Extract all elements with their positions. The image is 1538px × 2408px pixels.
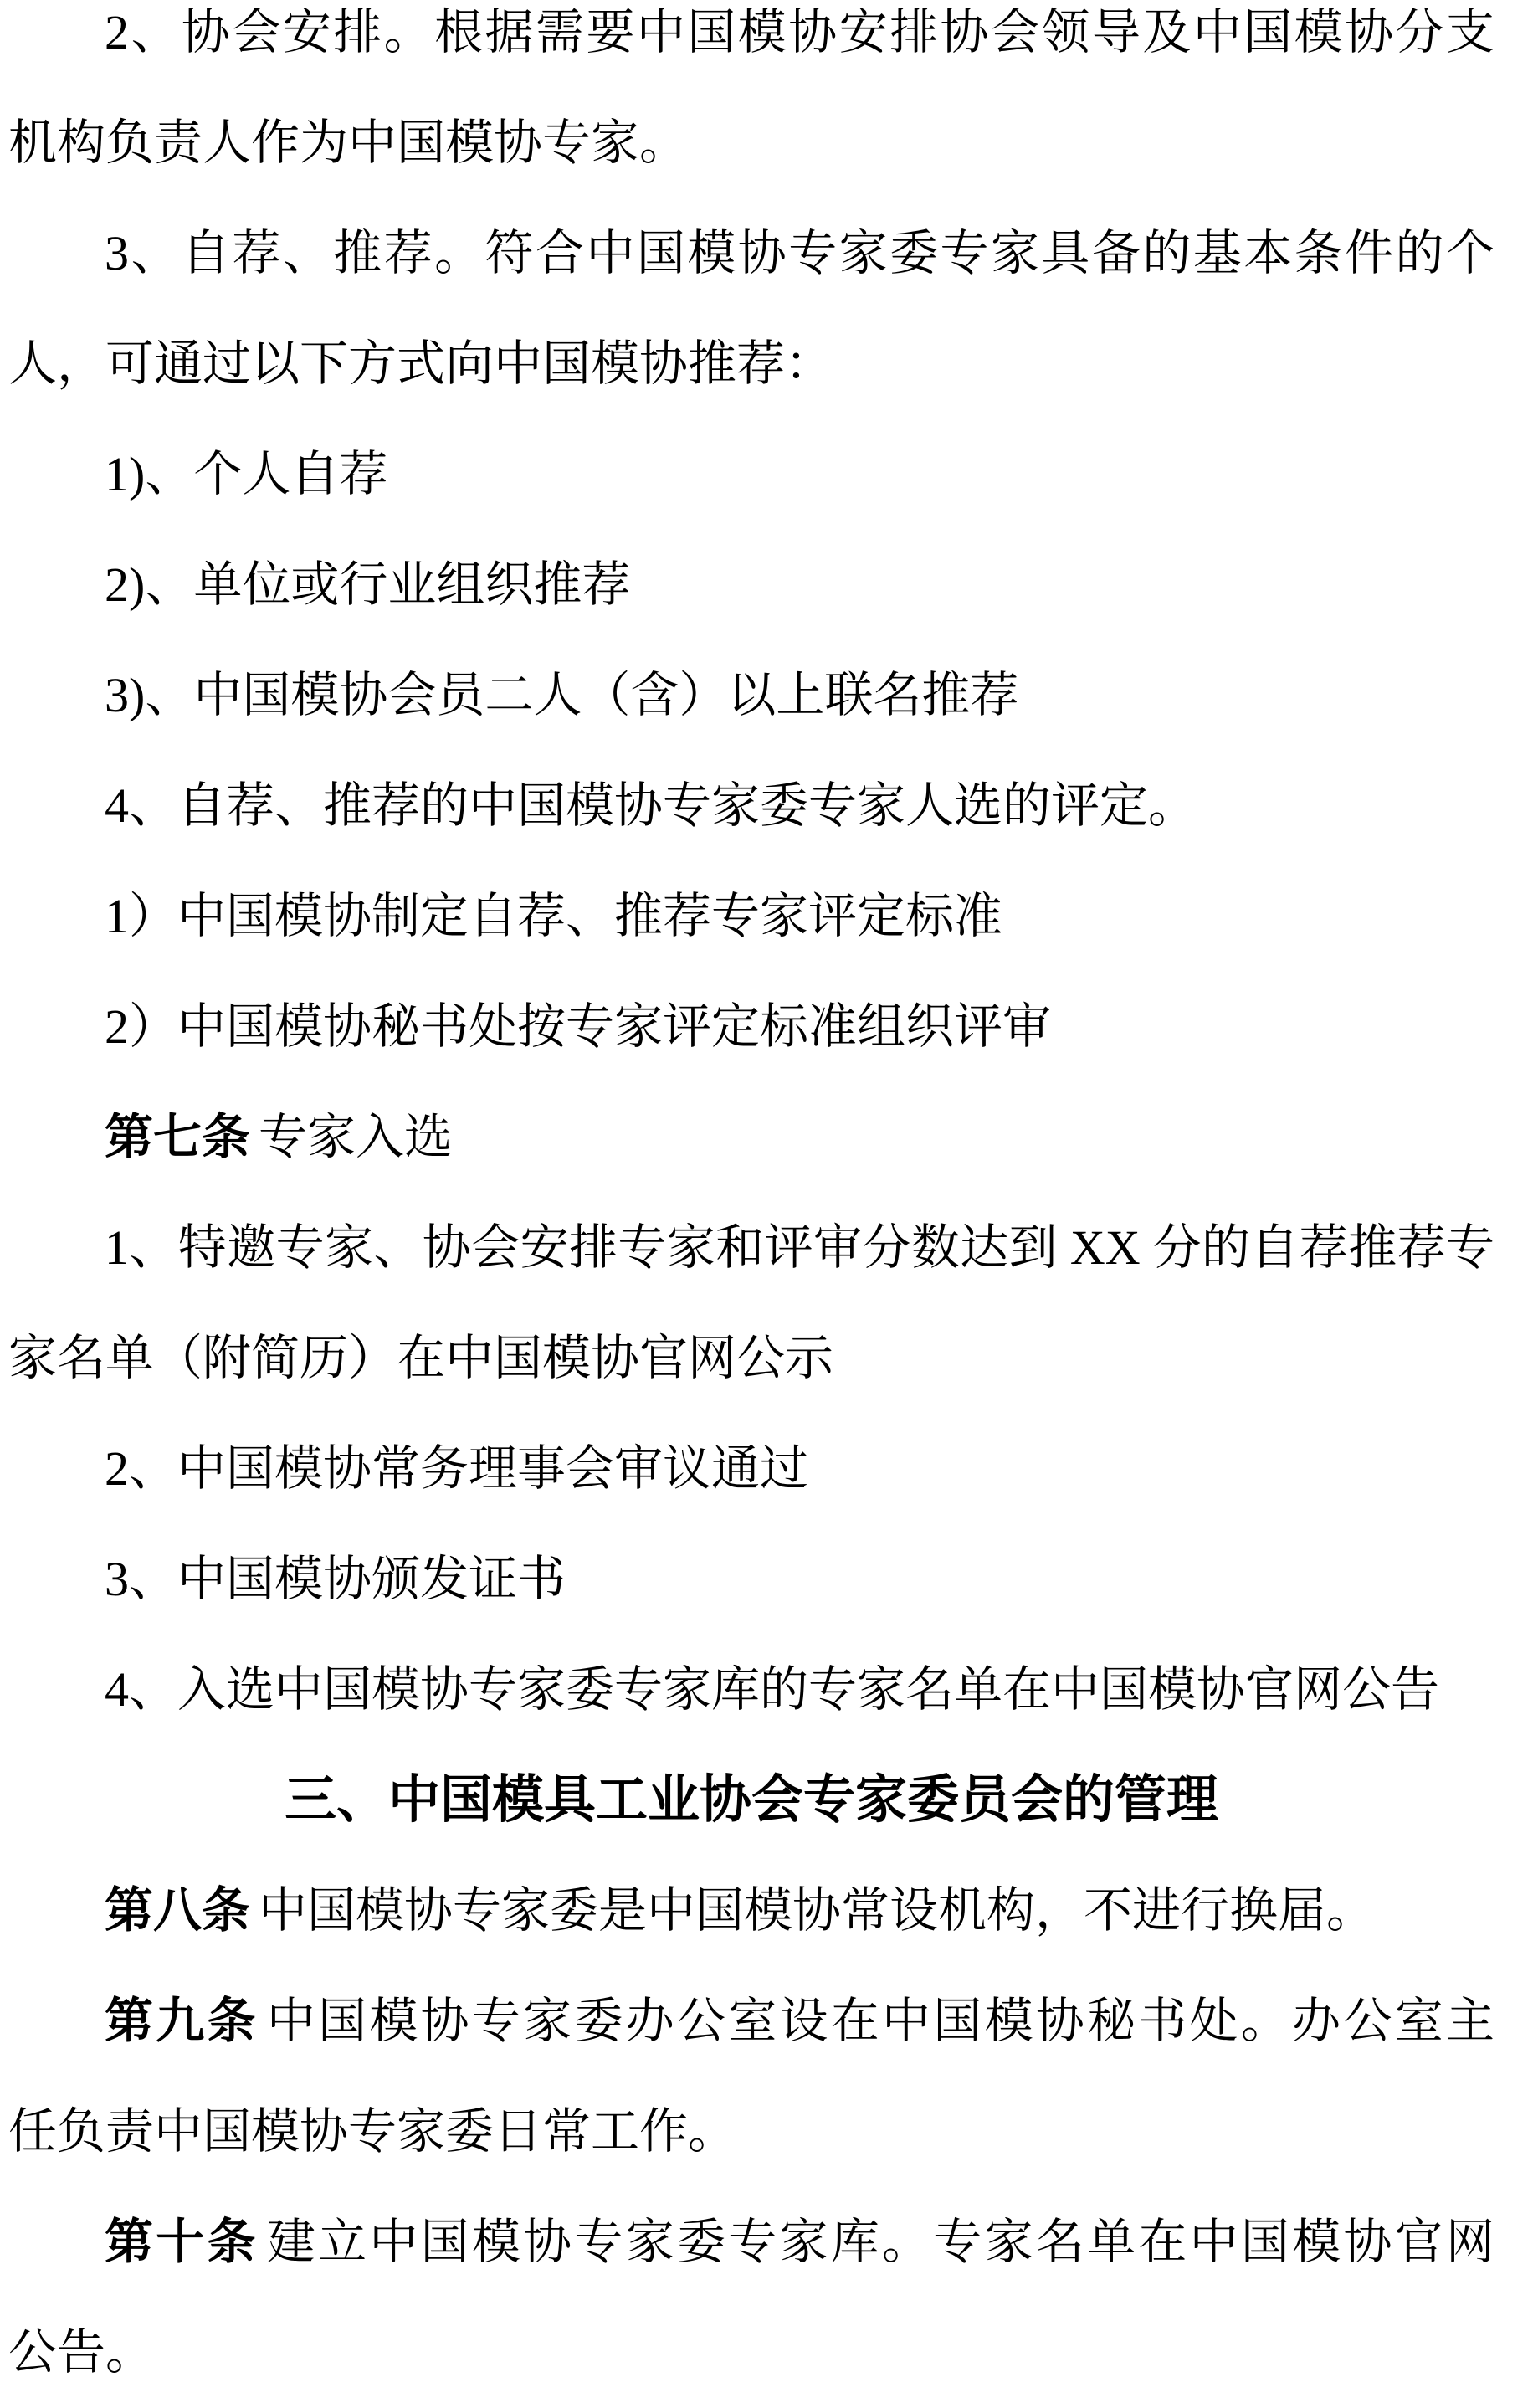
text-line: 1）中国模协制定自荐、推荐专家评定标准 (105, 889, 1003, 943)
paragraph (8, 972, 1494, 1082)
text-line: 三、中国模具工业协会专家委员会的管理 (284, 1772, 1218, 1829)
text-line: 家名单（附简历）在中国模协官网公示 (8, 1331, 834, 1385)
paragraph (8, 1524, 1494, 1635)
paragraph (8, 1635, 1494, 1745)
text-line: 2、协会安排。根据需要中国模协安排协会领导及中国模协分支 (105, 5, 1494, 59)
paragraph (8, 530, 1494, 640)
text-line: 4、自荐、推荐的中国模协专家委专家人选的评定。 (105, 778, 1197, 833)
paragraph (8, 1193, 1494, 1414)
paragraph (8, 640, 1494, 751)
text-line: 3)、中国模协会员二人（含）以上联名推荐 (105, 668, 1019, 722)
article-label: 第七条 (105, 1110, 251, 1164)
text-line: 2)、单位或行业组织推荐 (105, 557, 631, 612)
text-line: 第八条 中国模协专家委是中国模协常设机构，不进行换届。 (105, 1883, 1376, 1938)
text-line: 人，可通过以下方式向中国模协推荐： (8, 336, 834, 391)
section-heading (8, 1745, 1494, 1856)
paragraph (8, 751, 1494, 861)
text-line: 2）中国模协秘书处按专家评定标准组织评审 (105, 999, 1052, 1054)
paragraph (8, 861, 1494, 972)
article-label: 第九条 (105, 1994, 259, 2048)
paragraph (8, 1856, 1494, 1966)
text-line: 第七条 专家入选 (105, 1110, 454, 1164)
text-line: 1)、个人自荐 (105, 447, 388, 501)
text-line: 3、自荐、推荐。符合中国模协专家委专家具备的基本条件的个 (105, 226, 1494, 280)
text-line: 任负责中国模协专家委日常工作。 (8, 2104, 737, 2159)
text-line: 1、特邀专家、协会安排专家和评审分数达到 XX 分的自荐推荐专 (105, 1220, 1494, 1275)
text-line: 2、中国模协常务理事会审议通过 (105, 1441, 809, 1496)
paragraph (8, 198, 1494, 419)
paragraph (8, 419, 1494, 530)
paragraph (8, 1082, 1494, 1193)
paragraph (8, 2187, 1494, 2408)
article-label: 第十条 (105, 2215, 259, 2269)
paragraph (8, 0, 1494, 198)
text-line: 3、中国模协颁发证书 (105, 1552, 566, 1606)
text-line: 公告。 (8, 2325, 155, 2380)
text-line: 第九条 中国模协专家委办公室设在中国模协秘书处。办公室主 (105, 1994, 1494, 2048)
paragraph (8, 1966, 1494, 2187)
text-line: 机构负责人作为中国模协专家。 (8, 116, 689, 170)
text-line: 第十条 建立中国模协专家委专家库。专家名单在中国模协官网 (105, 2215, 1494, 2269)
article-label: 第八条 (105, 1883, 251, 1938)
text-line: 4、入选中国模协专家委专家库的专家名单在中国模协官网公告 (105, 1662, 1440, 1717)
paragraph (8, 1414, 1494, 1524)
